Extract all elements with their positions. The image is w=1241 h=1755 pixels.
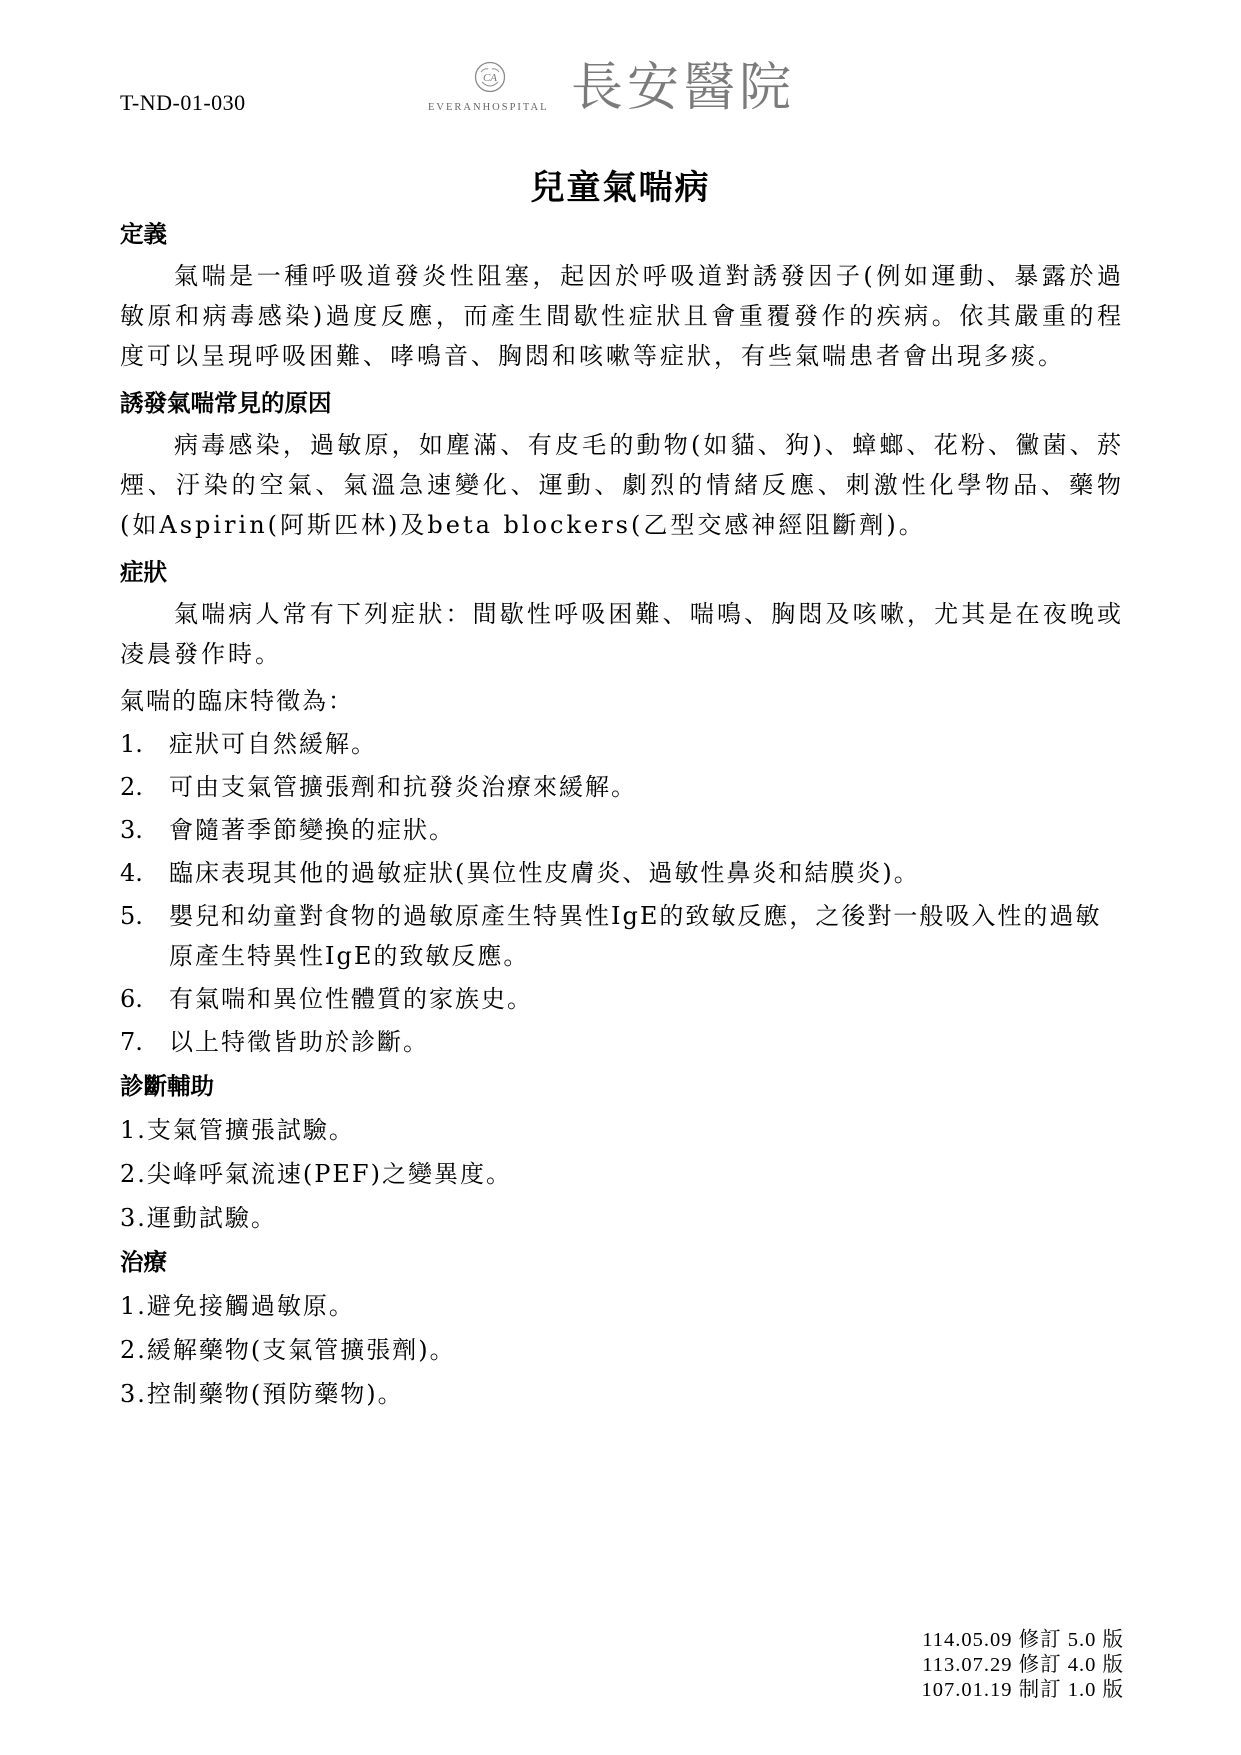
symptoms-paragraph: 氣喘病人常有下列症狀：間歇性呼吸困難、喘鳴、胸悶及咳嗽，尤其是在夜晚或凌晨發作時。 bbox=[120, 600, 1124, 668]
revision-line: 107.01.19 制訂 1.0 版 bbox=[921, 1679, 1124, 1701]
document-title: 兒童氣喘病 bbox=[530, 168, 711, 208]
list-item-text: 以上特徵皆助於診斷。 bbox=[169, 1028, 429, 1056]
list-item-number: 3. bbox=[120, 816, 143, 844]
emblem-letters: CA bbox=[482, 72, 498, 84]
triggers-paragraph: 病毒感染，過敏原，如塵滿、有皮毛的動物(如貓、狗)、蟑螂、花粉、黴菌、菸煙、汙染的空氣、氣溫急速變化、運動、劇烈的情緒反應、刺激性化學物品、藥物(如Aspirin(阿斯匹林)及beta blockers(乙型交感神經阻斷劑)。 bbox=[120, 431, 1124, 539]
diagnosis-heading: 診斷輔助 bbox=[120, 1072, 214, 1100]
list-item bbox=[120, 896, 1124, 976]
list-item-text: 可由支氣管擴張劑和抗發炎治療來緩解。 bbox=[169, 773, 637, 801]
treatment-item: 1.避免接觸過敏原。 bbox=[120, 1292, 355, 1320]
diagnosis-item: 2.尖峰呼氣流速(PEF)之變異度。 bbox=[120, 1160, 512, 1188]
features-list bbox=[120, 723, 1124, 1064]
hospital-logo bbox=[428, 58, 828, 128]
list-item-number: 4. bbox=[120, 859, 143, 887]
logo-chinese-name: 長安醫院 bbox=[571, 58, 796, 118]
revision-line: 114.05.09 修訂 5.0 版 bbox=[922, 1629, 1124, 1651]
document-body bbox=[120, 212, 1124, 1416]
list-item bbox=[120, 723, 1124, 766]
list-item bbox=[120, 852, 1124, 895]
revision-history bbox=[922, 1628, 1125, 1703]
list-item-number: 6. bbox=[120, 985, 143, 1013]
hospital-emblem-icon bbox=[473, 60, 507, 94]
features-intro: 氣喘的臨床特徵為： bbox=[120, 687, 354, 715]
list-item-text: 嬰兒和幼童對食物的過敏原產生特異性IgE的致敏反應，之後對一般吸入性的過敏原產生特異性IgE的致敏反應。 bbox=[169, 902, 1102, 970]
list-item bbox=[120, 1021, 1124, 1064]
revision-line: 113.07.29 修訂 4.0 版 bbox=[922, 1654, 1124, 1676]
diagnosis-item: 1.支氣管擴張試驗。 bbox=[120, 1116, 355, 1144]
list-item-number: 7. bbox=[120, 1028, 143, 1056]
list-item bbox=[120, 809, 1124, 852]
list-item-number: 1. bbox=[120, 730, 143, 758]
document-code: T-ND-01-030 bbox=[120, 90, 246, 115]
diagnosis-item: 3.運動試驗。 bbox=[120, 1204, 277, 1232]
list-item bbox=[120, 766, 1124, 809]
list-item-text: 有氣喘和異位性體質的家族史。 bbox=[169, 985, 533, 1013]
treatment-item: 2.緩解藥物(支氣管擴張劑)。 bbox=[120, 1336, 456, 1364]
logo-english-name: EVERANHOSPITAL bbox=[428, 102, 549, 113]
list-item bbox=[120, 978, 1124, 1021]
list-item-number: 2. bbox=[120, 773, 143, 801]
list-item-text: 症狀可自然緩解。 bbox=[169, 730, 377, 758]
triggers-heading: 誘發氣喘常見的原因 bbox=[120, 389, 332, 417]
treatment-item: 3.控制藥物(預防藥物)。 bbox=[120, 1380, 404, 1408]
symptoms-heading: 症狀 bbox=[120, 558, 167, 586]
list-item-text: 會隨著季節變換的症狀。 bbox=[169, 816, 455, 844]
list-item-text: 臨床表現其他的過敏症狀(異位性皮膚炎、過敏性鼻炎和結膜炎)。 bbox=[169, 859, 920, 887]
definition-paragraph: 氣喘是一種呼吸道發炎性阻塞，起因於呼吸道對誘發因子(例如運動、暴露於過敏原和病毒感染)過度反應，而產生間歇性症狀且會重覆發作的疾病。依其嚴重的程度可以呈現呼吸困難、哮鳴音、胸悶和咳嗽等症狀，有些氣喘患者會出現多痰。 bbox=[120, 262, 1124, 370]
definition-heading: 定義 bbox=[120, 220, 167, 248]
list-item-number: 5. bbox=[120, 902, 143, 930]
treatment-heading: 治療 bbox=[120, 1248, 167, 1276]
